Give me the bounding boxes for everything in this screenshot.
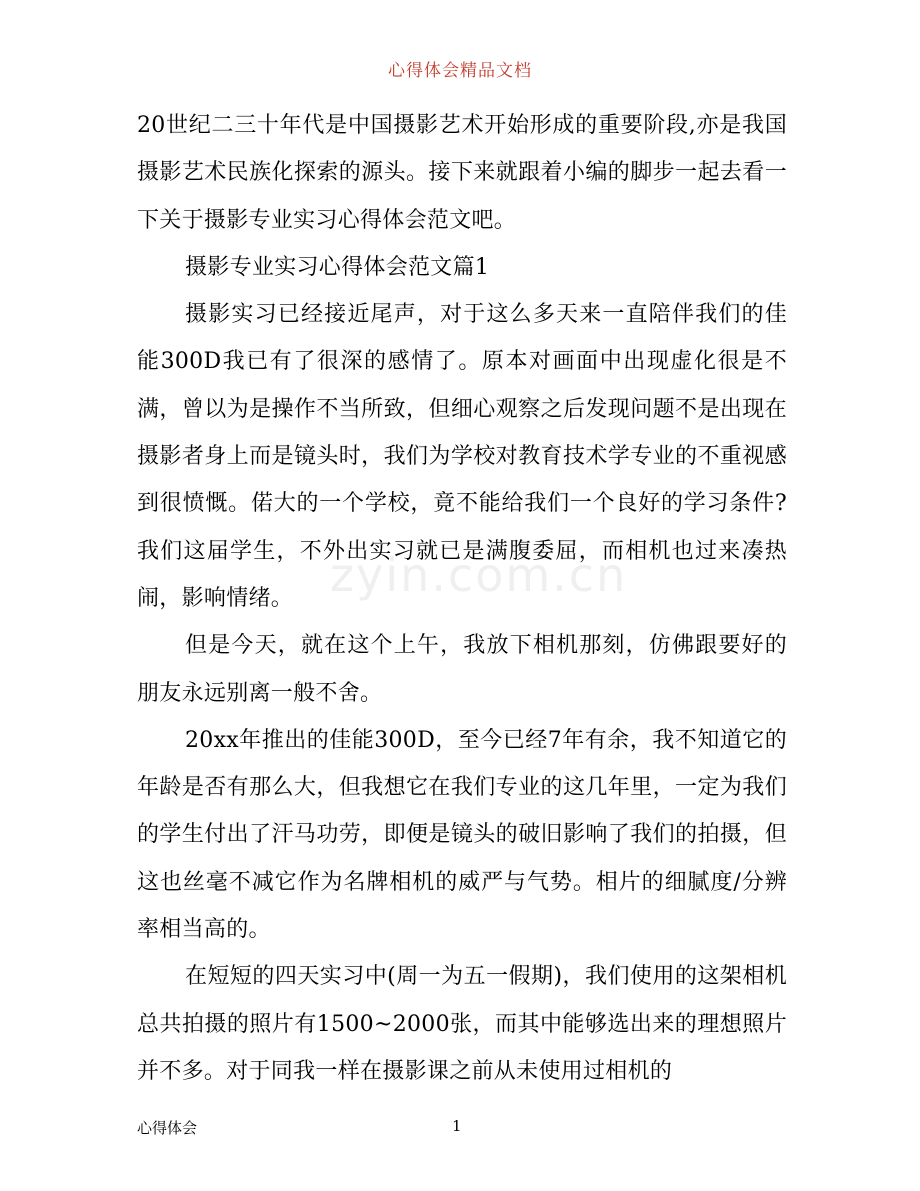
body-paragraph-3: 20xx年推出的佳能300D，至今已经7年有余，我不知道它的年龄是否有那么大，但我想它在我们专业的这几年里，一定为我们的学生付出了汗马功劳，即便是镜头的破旧影响了我们的拍摄，但这也丝毫不减它作为名牌相机的威严与气势。相片的细腻度/分辨率相当高的。 — [137, 727, 787, 943]
header-title: 心得体会精品文档 — [388, 61, 532, 81]
footer-label: 心得体会 — [137, 1119, 198, 1137]
body-paragraph-4: 在短短的四天实习中(周一为五一假期)，我们使用的这架相机总共拍摄的照片有1500~2000张，而其中能够选出来的理想照片并不多。对于同我一样在摄影课之前从未使用过相机的 — [137, 964, 787, 1084]
intro-paragraph: 20世纪二三十年代是中国摄影艺术开始形成的重要阶段,亦是我国摄影艺术民族化探索的源头。接下来就跟着小编的脚步一起去看一下关于摄影专业实习心得体会范文吧。 — [137, 113, 787, 233]
section-heading: 摄影专业实习心得体会范文篇1 — [185, 254, 490, 280]
body-paragraph-1: 摄影实习已经接近尾声，对于这么多天来一直陪伴我们的佳能300D我已有了很深的感情了。原本对画面中出现虚化很是不满，曾以为是操作不当所致，但细心观察之后发现问题不是出现在摄影者身上而是镜头时，我们为学校对教育技术学专业的不重视感到很愤慨。偌大的一个学校，竟不能给我们一个良好的学习条件?我们这届学生，不外出实习就已是满腹委屈，而相机也过来凑热闹，影响情绪。 — [137, 302, 787, 611]
document-body — [137, 102, 787, 1095]
body-paragraph-2: 但是今天，就在这个上午，我放下相机那刻，仿佛跟要好的朋友永远别离一般不舍。 — [137, 633, 787, 706]
watermark: zyin.com.cn — [330, 548, 628, 602]
page-number: 1 — [452, 1117, 462, 1135]
